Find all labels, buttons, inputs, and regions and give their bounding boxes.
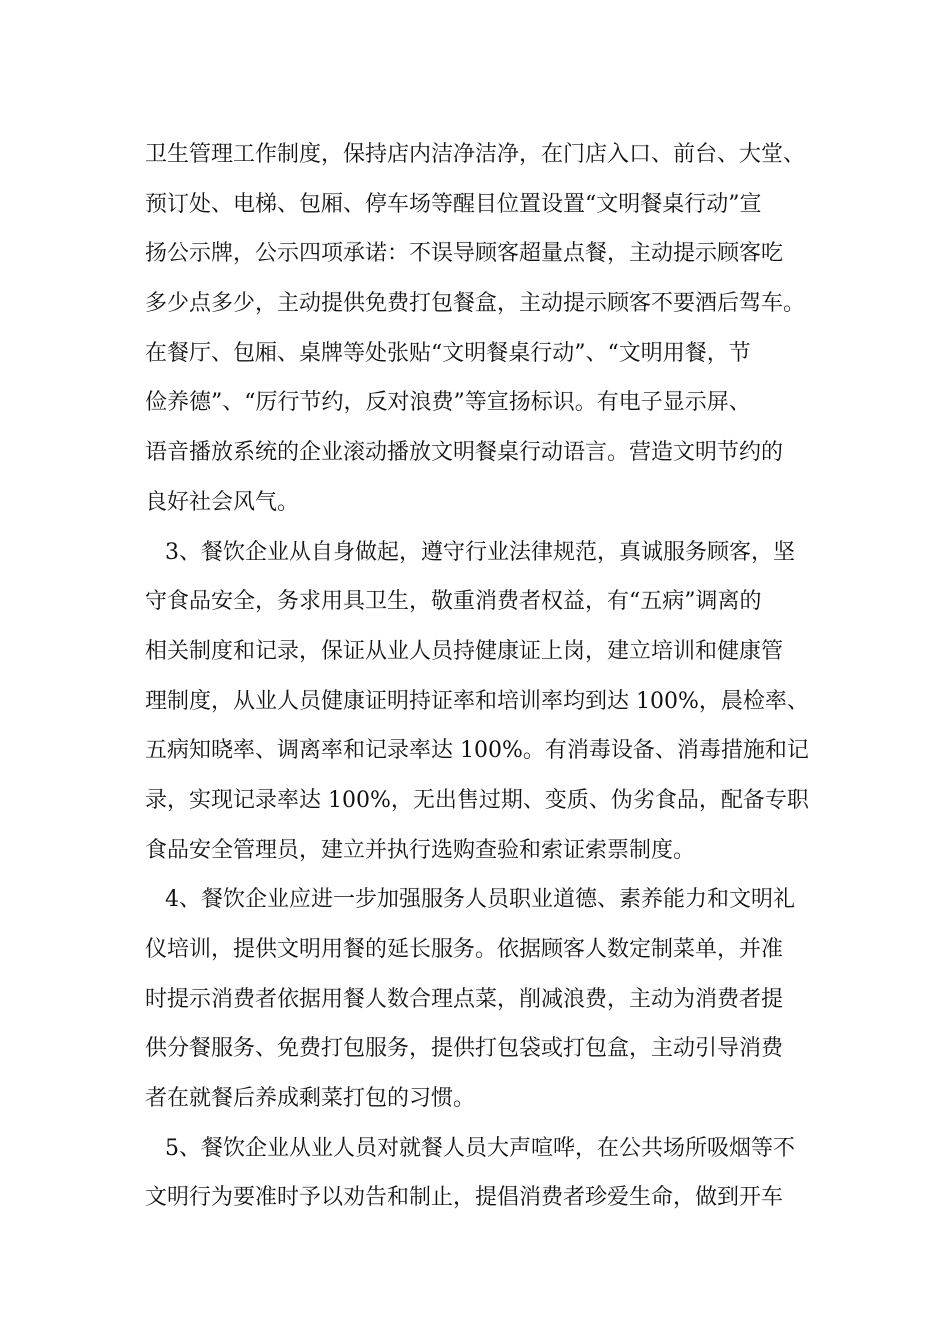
text-line: 预订处、电梯、包厢、停车场等醒目位置设置“文明餐桌行动”宣 (145, 191, 762, 217)
text-line: 良好社会风气。 (145, 489, 300, 515)
text-line: 理制度，从业人员健康证明持证率和培训率均到达 100%，晨检率、 (145, 688, 809, 714)
text-line: 供分餐服务、免费打包服务，提供打包袋或打包盒，主动引导消费 (145, 1036, 784, 1062)
text-line: 五病知晓率、调离率和记录率达 100%。有消毒设备、消毒措施和记 (145, 738, 809, 764)
text-line: 在餐厅、包厢、桌牌等处张贴“文明餐桌行动”、“文明用餐，节 (145, 340, 751, 366)
text-line: 守食品安全，务求用具卫生，敬重消费者权益，有“五病”调离的 (145, 589, 762, 615)
text-line: 录，实现记录率达 100%，无出售过期、变质、伪劣食品，配备专职 (145, 787, 809, 813)
text-line: 相关制度和记录，保证从业人员持健康证上岗，建立培训和健康管 (145, 638, 784, 664)
text-line: 食品安全管理员，建立并执行选购查验和索证索票制度。 (145, 837, 696, 863)
text-line: 文明行为要准时予以劝告和制止，提倡消费者珍爱生命，做到开车 (145, 1185, 784, 1211)
text-line: 时提示消费者依据用餐人数合理点菜，削减浪费，主动为消费者提 (145, 986, 784, 1012)
text-line: 仪培训，提供文明用餐的延长服务。依据顾客人数定制菜单，并准 (145, 937, 784, 962)
text-line: 语音播放系统的企业滚动播放文明餐桌行动语言。营造文明节约的 (145, 440, 784, 466)
paragraph-start-line: 5、餐饮企业从业人员对就餐人员大声喧哗，在公共场所吸烟等不 (165, 1135, 795, 1161)
text-line: 俭养德”、“厉行节约，反对浪费”等宣扬标识。有电子显示屏、 (145, 390, 751, 416)
text-line: 扬公示牌，公示四项承诺：不误导顾客超量点餐，主动提示顾客吃 (145, 241, 784, 267)
text-line: 者在就餐后养成剩菜打包的习惯。 (145, 1086, 476, 1112)
text-line: 多少点多少，主动提供免费打包餐盒，主动提示顾客不要酒后驾车。 (145, 291, 806, 317)
body-text (145, 130, 817, 1223)
text-line: 卫生管理工作制度，保持店内洁净洁净，在门店入口、前台、大堂、 (145, 142, 806, 167)
paragraph-start-line: 3、餐饮企业从自身做起，遵守行业法律规范，真诚服务顾客，坚 (165, 539, 795, 565)
paragraph-start-line: 4、餐饮企业应进一步加强服务人员职业道德、素养能力和文明礼 (165, 887, 795, 913)
